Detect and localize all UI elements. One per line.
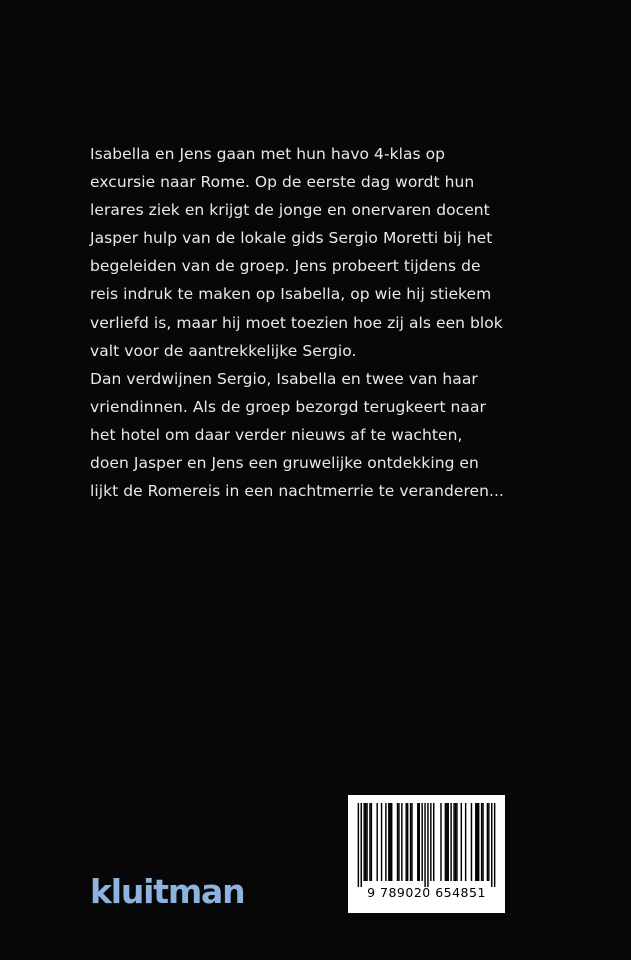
barcode-bar xyxy=(471,803,472,881)
barcode-bar xyxy=(381,803,382,881)
barcode-bar xyxy=(482,803,483,881)
barcode-bar xyxy=(491,803,492,887)
barcode-bar xyxy=(397,803,398,881)
barcode-bar xyxy=(478,803,479,881)
barcode-bar xyxy=(453,803,454,881)
publisher-logo: kluitman xyxy=(90,872,245,911)
barcode-bar xyxy=(450,803,451,881)
blurb-line: lijkt de Romereis in een nachtmerrie te veranderen... xyxy=(90,482,504,501)
blurb-line: excursie naar Rome. Op de eerste dag wordt hun xyxy=(90,173,475,192)
barcode-bar xyxy=(427,803,428,887)
barcode-bar xyxy=(421,803,422,881)
barcode-bar xyxy=(440,803,441,881)
barcode-bar xyxy=(410,803,411,881)
barcode-bar xyxy=(448,803,449,881)
barcode-bar xyxy=(481,803,482,881)
barcode-bar xyxy=(487,803,488,881)
blurb-line: vriendinnen. Als de groep bezorgd terugkeert naar xyxy=(90,397,486,416)
barcode-bar xyxy=(424,803,425,887)
blurb-line: doen Jasper en Jens een gruwelijke ontdekking en xyxy=(90,454,479,473)
blurb-line: Jasper hulp van de lokale gids Sergio Moretti bij het xyxy=(90,229,493,248)
barcode-bar xyxy=(456,803,457,881)
blurb-text xyxy=(90,140,530,505)
isbn-number: 9 789020 654851 xyxy=(367,885,486,900)
barcode-bar xyxy=(488,803,489,881)
barcode-bar xyxy=(407,803,408,881)
blurb-line: lerares ziek en krijgt de jonge en onervaren docent xyxy=(90,201,490,220)
barcode-bar xyxy=(358,803,359,887)
barcode-bar xyxy=(391,803,392,881)
barcode-bar xyxy=(390,803,391,881)
barcode-bar xyxy=(376,803,377,881)
barcode-bar xyxy=(477,803,478,881)
blurb-line: verliefd is, maar hij moet toezien hoe zij als een blok xyxy=(90,313,503,332)
barcode-bar xyxy=(365,803,366,881)
barcode-bar xyxy=(385,803,386,881)
barcode-bar xyxy=(366,803,367,881)
isbn-barcode xyxy=(348,795,505,913)
blurb-line: begeleiden van de groep. Jens probeert tijdens de xyxy=(90,257,481,276)
barcode-bar xyxy=(494,803,495,887)
blurb-line: Dan verdwijnen Sergio, Isabella en twee van haar xyxy=(90,369,478,388)
blurb-line: het hotel om daar verder nieuws af te wachten, xyxy=(90,425,463,444)
barcode-bar xyxy=(461,803,462,881)
blurb-line: Isabella en Jens gaan met hun havo 4-klas op xyxy=(90,145,446,163)
barcode-bar xyxy=(398,803,399,881)
barcode-bar xyxy=(465,803,466,881)
barcode-bar xyxy=(430,803,431,881)
barcode-bar xyxy=(455,803,456,881)
barcode-bar xyxy=(411,803,412,881)
barcode-bar xyxy=(446,803,447,881)
barcode-bar xyxy=(475,803,476,881)
barcode-bar xyxy=(419,803,420,881)
blurb-line: reis indruk te maken op Isabella, op wie hij stiekem xyxy=(90,285,492,304)
barcode-bar xyxy=(417,803,418,881)
barcode-bar xyxy=(371,803,372,881)
barcode-bar xyxy=(405,803,406,881)
barcode-bar xyxy=(369,803,370,881)
barcode-bar xyxy=(388,803,389,881)
barcode-bar xyxy=(363,803,364,881)
barcode-bar xyxy=(401,803,402,881)
blurb-line: valt voor de aantrekkelijke Sergio. xyxy=(90,341,357,360)
barcode-bar xyxy=(445,803,446,881)
barcode-bar xyxy=(433,803,434,881)
barcode-bar xyxy=(361,803,362,887)
